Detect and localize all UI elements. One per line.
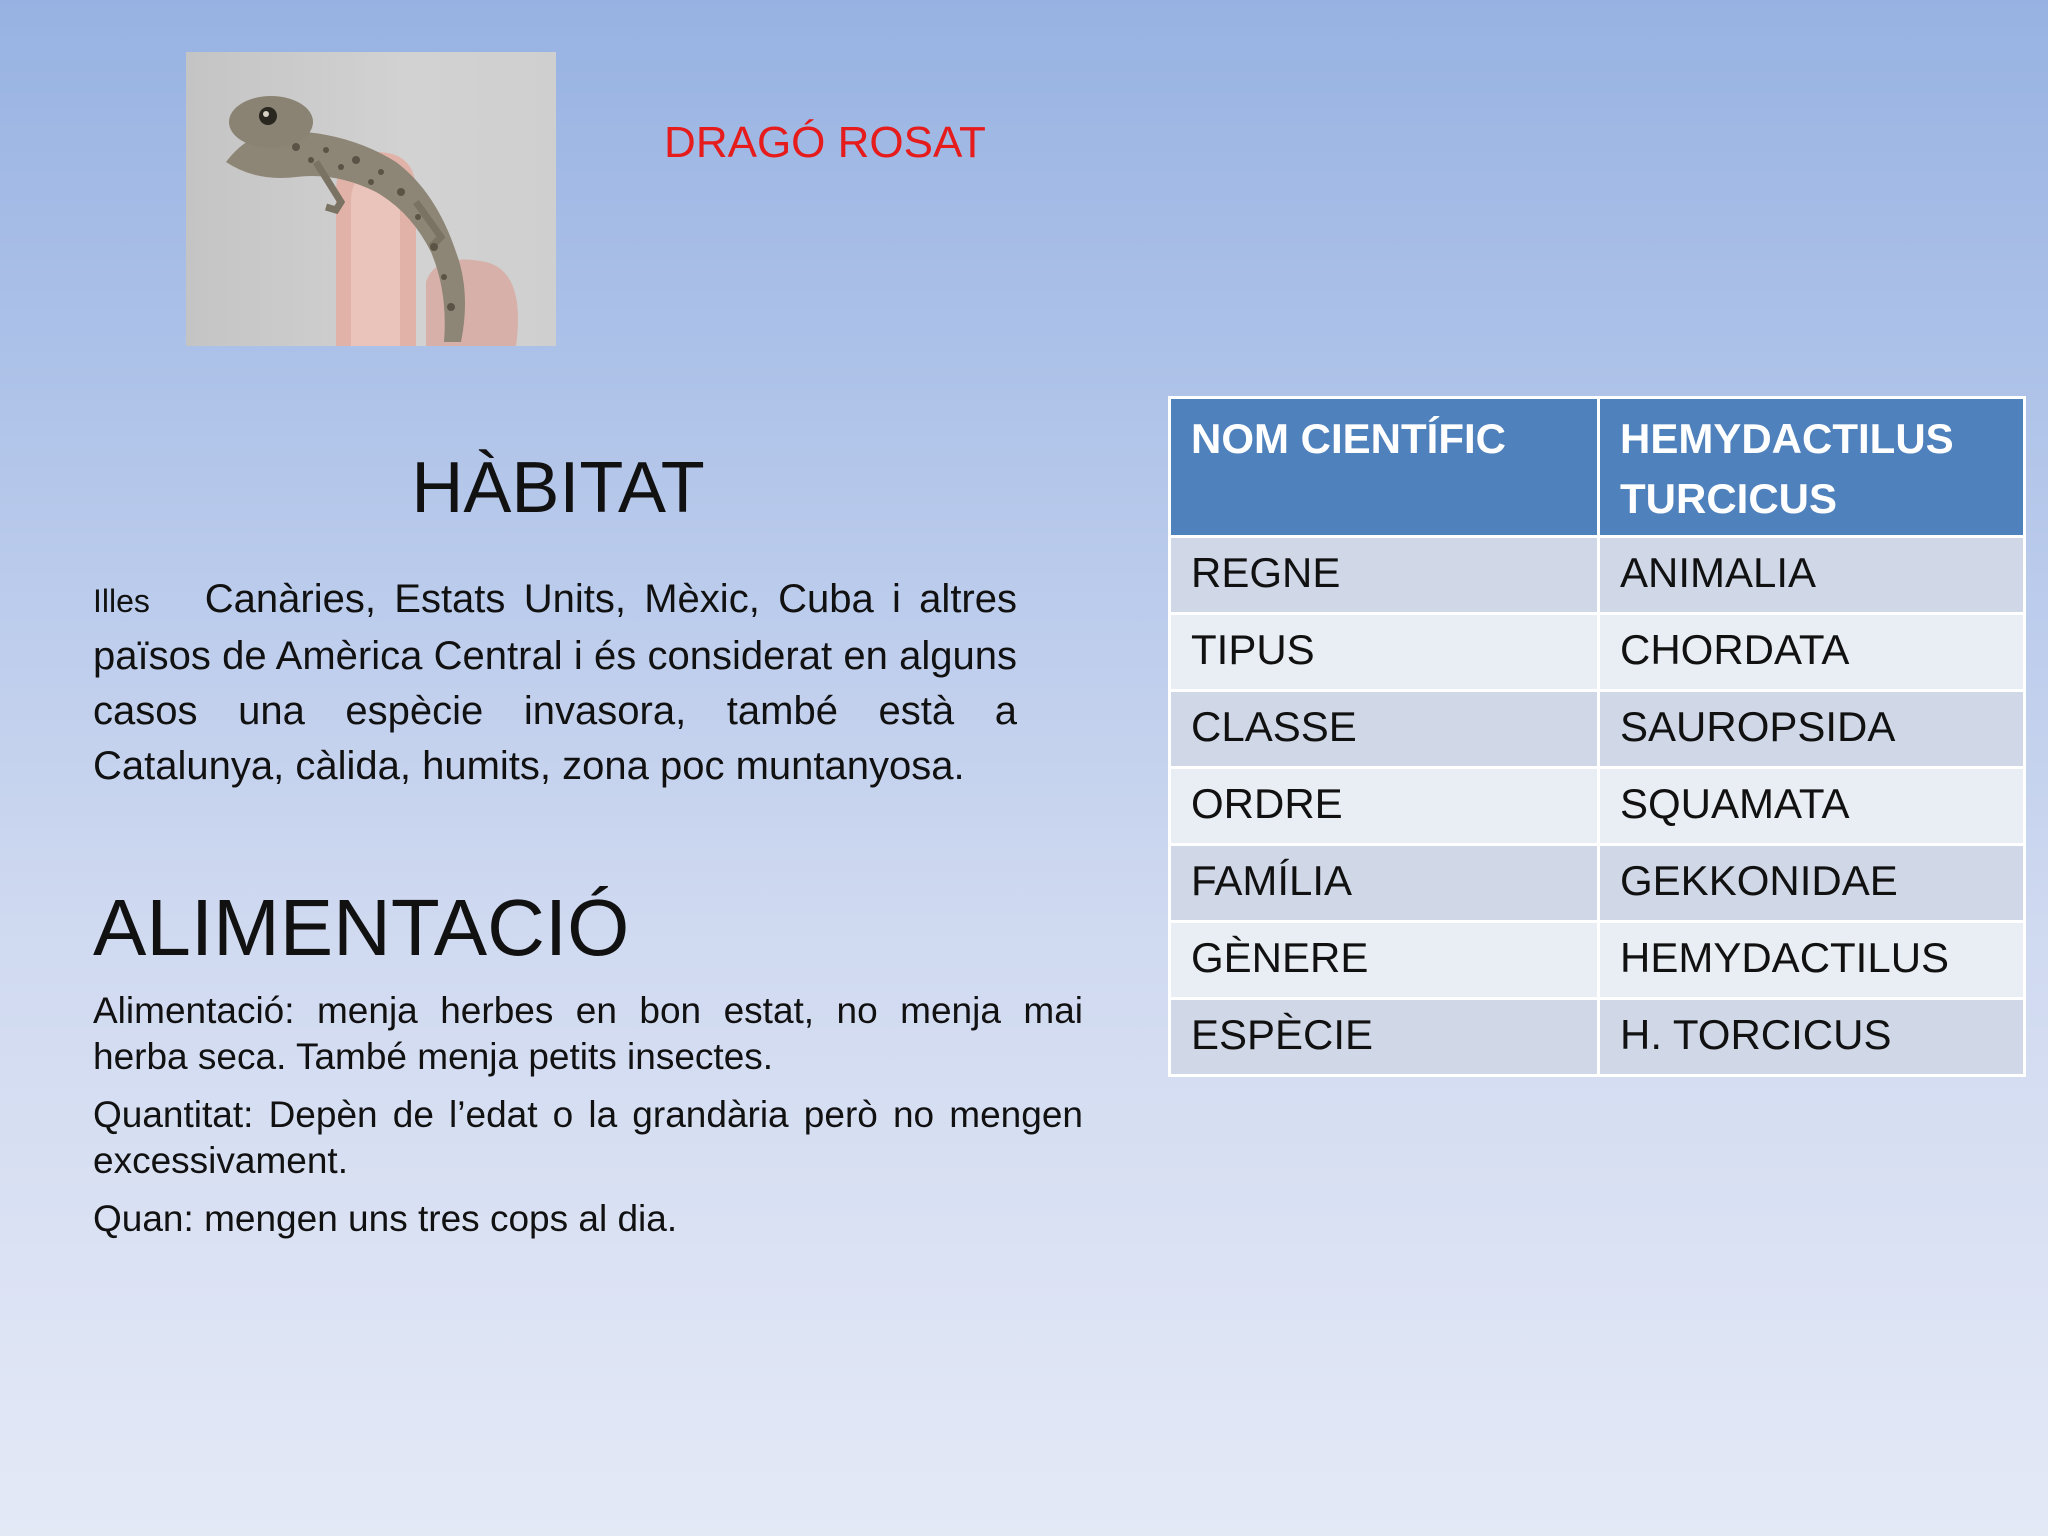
gecko-on-finger-photo-icon [186,52,556,346]
table-row [1170,845,2025,922]
taxonomy-value: H. TORCICUS [1599,999,2025,1076]
habitat-first-word: Illes [93,583,150,619]
table-row [1170,999,2025,1076]
table-row [1170,922,2025,999]
taxonomy-rank: CLASSE [1170,691,1599,768]
taxonomy-rank: ESPÈCIE [1170,999,1599,1076]
taxonomy-table [1168,396,2026,1077]
table-row [1170,768,2025,845]
table-row [1170,614,2025,691]
alimentacio-line: Quantitat: Depèn de l’edat o la grandària però no mengen excessivament. [93,1094,1083,1181]
gecko-photo [186,52,556,346]
table-row [1170,691,2025,768]
taxonomy-value: SAUROPSIDA [1599,691,2025,768]
taxonomy-header-label: NOM CIENTÍFIC [1170,398,1599,537]
taxonomy-rank: ORDRE [1170,768,1599,845]
taxonomy-value: GEKKONIDAE [1599,845,2025,922]
alimentacio-line: Quan: mengen uns tres cops al dia. [93,1198,678,1239]
habitat-text [93,572,1017,794]
alimentacio-line: Alimentació: menja herbes en bon estat, no menja mai herba seca. També menja petits insectes. [93,990,1083,1077]
alimentacio-text [93,988,1083,1254]
taxonomy-value: CHORDATA [1599,614,2025,691]
taxonomy-header-row [1170,398,2025,537]
habitat-body: Canàries, Estats Units, Mèxic, Cuba i altres països de Amèrica Central i és considerat en alguns casos una espècie invasora, també està a Catalunya, càlida, humits, zona poc muntanyosa. [93,577,1017,788]
habitat-heading: HÀBITAT [411,448,705,528]
taxonomy-header-value: HEMYDACTILUS TURCICUS [1599,398,2025,537]
alimentacio-heading: ALIMENTACIÓ [93,883,630,972]
taxonomy-rank: REGNE [1170,537,1599,614]
slide-title: DRAGÓ ROSAT [664,118,986,167]
taxonomy-rank: TIPUS [1170,614,1599,691]
taxonomy-value: SQUAMATA [1599,768,2025,845]
taxonomy-value: HEMYDACTILUS [1599,922,2025,999]
table-row [1170,537,2025,614]
taxonomy-value: ANIMALIA [1599,537,2025,614]
taxonomy-rank: GÈNERE [1170,922,1599,999]
taxonomy-rank: FAMÍLIA [1170,845,1599,922]
